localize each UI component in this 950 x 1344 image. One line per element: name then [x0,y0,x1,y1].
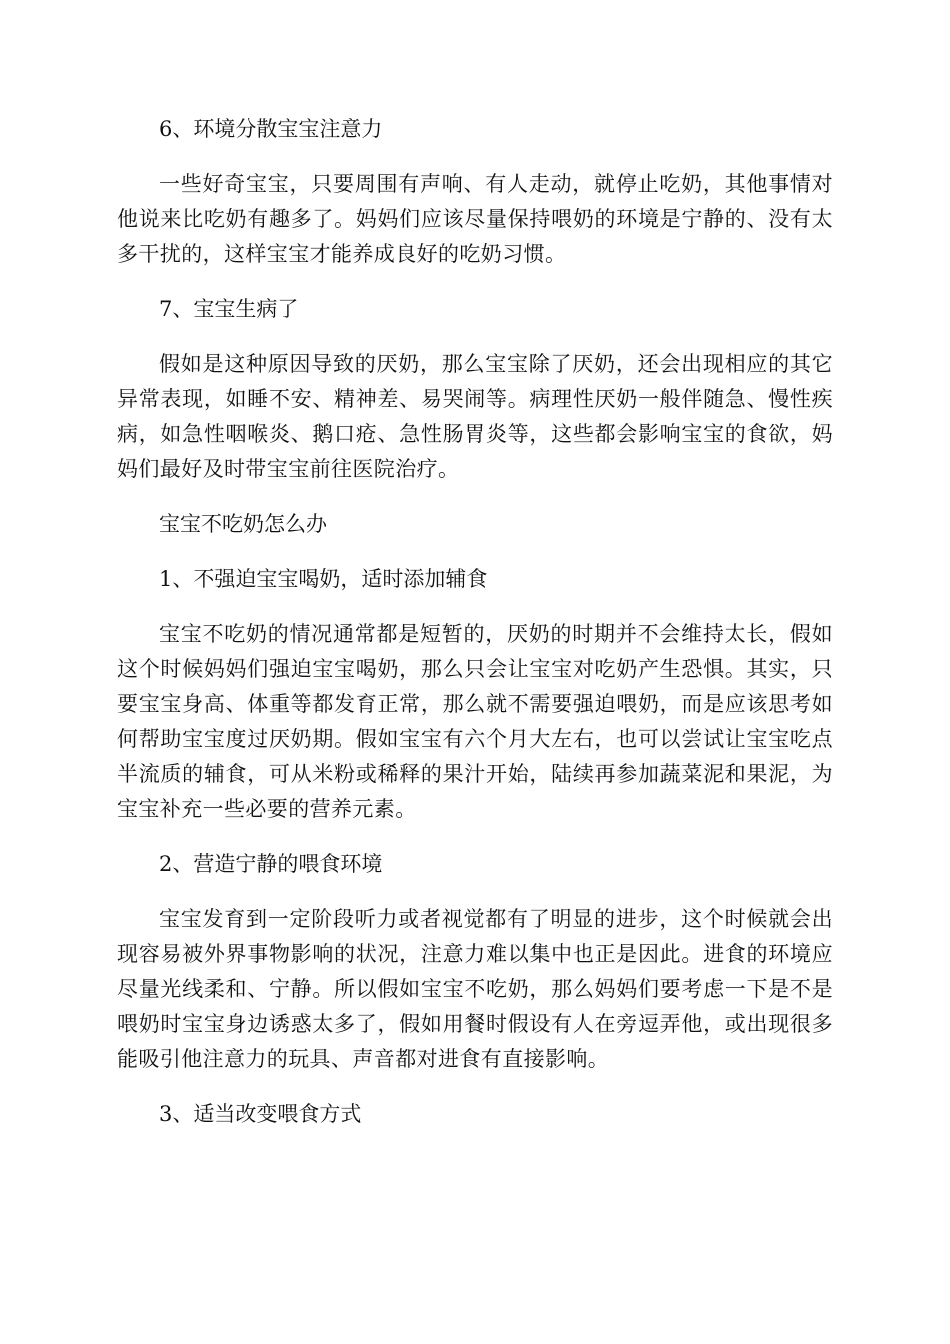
section-heading-no-forcing: 1、不强迫宝宝喝奶，适时添加辅食 [159,567,488,591]
document-page [117,112,833,1152]
section-heading-solutions: 宝宝不吃奶怎么办 [159,512,327,536]
section-heading-quiet-environment: 2、营造宁静的喂食环境 [159,852,383,876]
paragraph-environment: 一些好奇宝宝，只要周围有声响、有人走动，就停止吃奶，其他事情对他说来比吃奶有趣多了。妈妈们应该尽量保持喂奶的环境是宁静的、没有太多干扰的，这样宝宝才能养成良好的吃奶习惯。 [117,172,833,266]
section-heading-illness: 7、宝宝生病了 [159,297,299,321]
paragraph-no-forcing: 宝宝不吃奶的情况通常都是短暂的，厌奶的时期并不会维持太长，假如这个时候妈妈们强迫宝宝喝奶，那么只会让宝宝对吃奶产生恐惧。其实，只要宝宝身高、体重等都发育正常，那么就不需要强迫喂奶，而是应该思考如何帮助宝宝度过厌奶期。假如宝宝有六个月大左右，也可以尝试让宝宝吃点半流质的辅食，可从米粉或稀释的果汁开始，陆续再参加蔬菜泥和果泥，为宝宝补充一些必要的营养元素。 [117,622,833,821]
section-heading-environment: 6、环境分散宝宝注意力 [159,117,383,141]
paragraph-illness: 假如是这种原因导致的厌奶，那么宝宝除了厌奶，还会出现相应的其它异常表现，如睡不安、精神差、易哭闹等。病理性厌奶一般伴随急、慢性疾病，如急性咽喉炎、鹅口疮、急性肠胃炎等，这些都会影响宝宝的食欲，妈妈们最好及时带宝宝前往医院治疗。 [117,352,833,481]
section-heading-feeding-method: 3、适当改变喂食方式 [159,1102,362,1126]
paragraph-quiet-environment: 宝宝发育到一定阶段听力或者视觉都有了明显的进步，这个时候就会出现容易被外界事物影响的状况，注意力难以集中也正是因此。进食的环境应尽量光线柔和、宁静。所以假如宝宝不吃奶，那么妈妈们要考虑一下是不是喂奶时宝宝身边诱惑太多了，假如用餐时假设有人在旁逗弄他，或出现很多能吸引他注意力的玩具、声音都对进食有直接影响。 [117,907,833,1071]
